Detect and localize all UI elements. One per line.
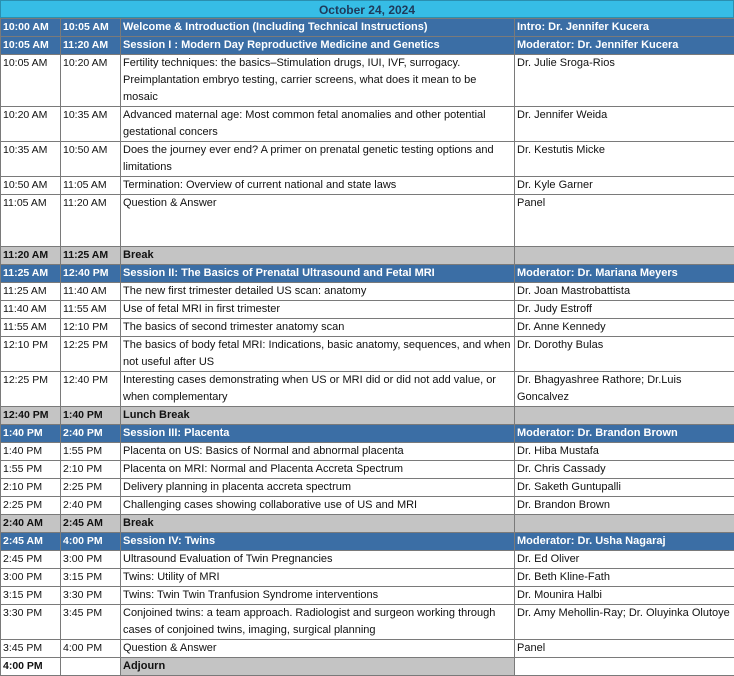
title-cell: Question & Answer: [121, 195, 515, 247]
start-time-cell: 3:45 PM: [1, 640, 61, 658]
session-header-row: [1, 19, 734, 37]
title-cell: Session I : Modern Day Reproductive Medicine and Genetics: [121, 37, 515, 55]
title-cell: Advanced maternal age: Most common fetal anomalies and other potential gestational concers: [121, 107, 515, 142]
title-cell: Session II: The Basics of Prenatal Ultrasound and Fetal MRI: [121, 265, 515, 283]
agenda-row: [1, 142, 734, 177]
title-cell: Interesting cases demonstrating when US or MRI did or did not add value, or when complementary: [121, 372, 515, 407]
title-cell: Does the journey ever end? A primer on prenatal genetic testing options and limitations: [121, 142, 515, 177]
start-time-cell: 1:40 PM: [1, 443, 61, 461]
start-time-cell: 11:05 AM: [1, 195, 61, 247]
agenda-row: [1, 640, 734, 658]
title-cell: The basics of second trimester anatomy scan: [121, 319, 515, 337]
speaker-cell: Moderator: Dr. Brandon Brown: [515, 425, 734, 443]
agenda-row: [1, 461, 734, 479]
title-cell: The basics of body fetal MRI: Indications, basic anatomy, sequences, and when not useful after US: [121, 337, 515, 372]
start-time-cell: 1:40 PM: [1, 425, 61, 443]
start-time-cell: 2:45 PM: [1, 551, 61, 569]
speaker-cell: Intro: Dr. Jennifer Kucera: [515, 19, 734, 37]
end-time-cell: 2:25 PM: [61, 479, 121, 497]
speaker-cell: [515, 247, 734, 265]
speaker-cell: Dr. Kestutis Micke: [515, 142, 734, 177]
speaker-cell: Moderator: Dr. Jennifer Kucera: [515, 37, 734, 55]
agenda-row: [1, 551, 734, 569]
start-time-cell: 12:10 PM: [1, 337, 61, 372]
agenda-table: [0, 18, 734, 676]
agenda-row: [1, 195, 734, 247]
agenda-row: [1, 587, 734, 605]
speaker-cell: Dr. Julie Sroga-Rios: [515, 55, 734, 107]
speaker-cell: Moderator: Dr. Mariana Meyers: [515, 265, 734, 283]
speaker-cell: Dr. Dorothy Bulas: [515, 337, 734, 372]
agenda-row: [1, 319, 734, 337]
speaker-cell: [515, 658, 734, 676]
title-cell: Twins: Utility of MRI: [121, 569, 515, 587]
agenda-row: [1, 443, 734, 461]
speaker-cell: Dr. Saketh Guntupalli: [515, 479, 734, 497]
title-cell: The new first trimester detailed US scan: anatomy: [121, 283, 515, 301]
title-cell: Welcome & Introduction (Including Technical Instructions): [121, 19, 515, 37]
break-row: [1, 407, 734, 425]
session-header-row: [1, 265, 734, 283]
speaker-cell: [515, 407, 734, 425]
end-time-cell: 10:35 AM: [61, 107, 121, 142]
start-time-cell: 10:35 AM: [1, 142, 61, 177]
agenda-row: [1, 283, 734, 301]
start-time-cell: 10:05 AM: [1, 37, 61, 55]
start-time-cell: 10:20 AM: [1, 107, 61, 142]
title-cell: Adjourn: [121, 658, 515, 676]
end-time-cell: 10:20 AM: [61, 55, 121, 107]
agenda-row: [1, 497, 734, 515]
speaker-cell: Dr. Jennifer Weida: [515, 107, 734, 142]
agenda-row: [1, 301, 734, 319]
agenda-row: [1, 337, 734, 372]
start-time-cell: 11:40 AM: [1, 301, 61, 319]
agenda-row: [1, 177, 734, 195]
speaker-cell: Dr. Mounira Halbi: [515, 587, 734, 605]
title-cell: Fertility techniques: the basics–Stimulation drugs, IUI, IVF, surrogacy. Preimplantation embryo testing, carrier screens, what does it mean to be mosaic: [121, 55, 515, 107]
start-time-cell: 3:15 PM: [1, 587, 61, 605]
end-time-cell: 1:40 PM: [61, 407, 121, 425]
title-cell: Lunch Break: [121, 407, 515, 425]
break-row: [1, 247, 734, 265]
speaker-cell: Panel: [515, 640, 734, 658]
session-header-row: [1, 533, 734, 551]
agenda-row: [1, 605, 734, 640]
start-time-cell: 3:00 PM: [1, 569, 61, 587]
speaker-cell: Panel: [515, 195, 734, 247]
start-time-cell: 10:50 AM: [1, 177, 61, 195]
session-header-row: [1, 425, 734, 443]
agenda-row: [1, 372, 734, 407]
end-time-cell: 12:40 PM: [61, 372, 121, 407]
end-time-cell: 11:25 AM: [61, 247, 121, 265]
speaker-cell: Dr. Beth Kline-Fath: [515, 569, 734, 587]
title-cell: Ultrasound Evaluation of Twin Pregnancies: [121, 551, 515, 569]
end-time-cell: 12:10 PM: [61, 319, 121, 337]
start-time-cell: 3:30 PM: [1, 605, 61, 640]
end-time-cell: 11:20 AM: [61, 37, 121, 55]
speaker-cell: Dr. Kyle Garner: [515, 177, 734, 195]
speaker-cell: Moderator: Dr. Usha Nagaraj: [515, 533, 734, 551]
start-time-cell: 11:55 AM: [1, 319, 61, 337]
start-time-cell: 4:00 PM: [1, 658, 61, 676]
start-time-cell: 12:40 PM: [1, 407, 61, 425]
speaker-cell: Dr. Amy Mehollin-Ray; Dr. Oluyinka Olutoye: [515, 605, 734, 640]
start-time-cell: 1:55 PM: [1, 461, 61, 479]
title-cell: Break: [121, 247, 515, 265]
title-cell: Session IV: Twins: [121, 533, 515, 551]
end-time-cell: 11:20 AM: [61, 195, 121, 247]
agenda-row: [1, 569, 734, 587]
speaker-cell: Dr. Judy Estroff: [515, 301, 734, 319]
title-cell: Termination: Overview of current national and state laws: [121, 177, 515, 195]
end-time-cell: 10:50 AM: [61, 142, 121, 177]
end-time-cell: 11:40 AM: [61, 283, 121, 301]
end-time-cell: 3:30 PM: [61, 587, 121, 605]
end-time-cell: 10:05 AM: [61, 19, 121, 37]
speaker-cell: Dr. Brandon Brown: [515, 497, 734, 515]
break-row: [1, 515, 734, 533]
start-time-cell: 2:10 PM: [1, 479, 61, 497]
session-header-row: [1, 37, 734, 55]
title-cell: Question & Answer: [121, 640, 515, 658]
end-time-cell: 2:45 AM: [61, 515, 121, 533]
speaker-cell: Dr. Joan Mastrobattista: [515, 283, 734, 301]
speaker-cell: Dr. Ed Oliver: [515, 551, 734, 569]
end-time-cell: 3:45 PM: [61, 605, 121, 640]
title-cell: Conjoined twins: a team approach. Radiologist and surgeon working through cases of conjoined twins, imaging, surgical planning: [121, 605, 515, 640]
end-time-cell: 3:15 PM: [61, 569, 121, 587]
speaker-cell: Dr. Hiba Mustafa: [515, 443, 734, 461]
end-time-cell: 11:55 AM: [61, 301, 121, 319]
speaker-cell: Dr. Bhagyashree Rathore; Dr.Luis Goncalvez: [515, 372, 734, 407]
start-time-cell: 11:25 AM: [1, 265, 61, 283]
adjourn-row: [1, 658, 734, 676]
title-cell: Placenta on MRI: Normal and Placenta Accreta Spectrum: [121, 461, 515, 479]
end-time-cell: 3:00 PM: [61, 551, 121, 569]
title-cell: Twins: Twin Twin Tranfusion Syndrome interventions: [121, 587, 515, 605]
title-cell: Session III: Placenta: [121, 425, 515, 443]
end-time-cell: 1:55 PM: [61, 443, 121, 461]
speaker-cell: Dr. Chris Cassady: [515, 461, 734, 479]
title-cell: Use of fetal MRI in first trimester: [121, 301, 515, 319]
start-time-cell: 2:45 AM: [1, 533, 61, 551]
agenda-body: [1, 19, 734, 676]
speaker-cell: Dr. Anne Kennedy: [515, 319, 734, 337]
end-time-cell: 4:00 PM: [61, 533, 121, 551]
title-cell: Break: [121, 515, 515, 533]
start-time-cell: 10:00 AM: [1, 19, 61, 37]
title-cell: Placenta on US: Basics of Normal and abnormal placenta: [121, 443, 515, 461]
end-time-cell: 2:40 PM: [61, 497, 121, 515]
end-time-cell: 12:40 PM: [61, 265, 121, 283]
speaker-cell: [515, 515, 734, 533]
end-time-cell: 12:25 PM: [61, 337, 121, 372]
start-time-cell: 10:05 AM: [1, 55, 61, 107]
date-header: October 24, 2024: [0, 0, 734, 18]
start-time-cell: 12:25 PM: [1, 372, 61, 407]
start-time-cell: 2:25 PM: [1, 497, 61, 515]
agenda-row: [1, 479, 734, 497]
start-time-cell: 11:25 AM: [1, 283, 61, 301]
agenda-row: [1, 55, 734, 107]
end-time-cell: 11:05 AM: [61, 177, 121, 195]
start-time-cell: 11:20 AM: [1, 247, 61, 265]
end-time-cell: [61, 658, 121, 676]
title-cell: Delivery planning in placenta accreta spectrum: [121, 479, 515, 497]
start-time-cell: 2:40 AM: [1, 515, 61, 533]
end-time-cell: 2:10 PM: [61, 461, 121, 479]
agenda-row: [1, 107, 734, 142]
end-time-cell: 2:40 PM: [61, 425, 121, 443]
end-time-cell: 4:00 PM: [61, 640, 121, 658]
title-cell: Challenging cases showing collaborative use of US and MRI: [121, 497, 515, 515]
